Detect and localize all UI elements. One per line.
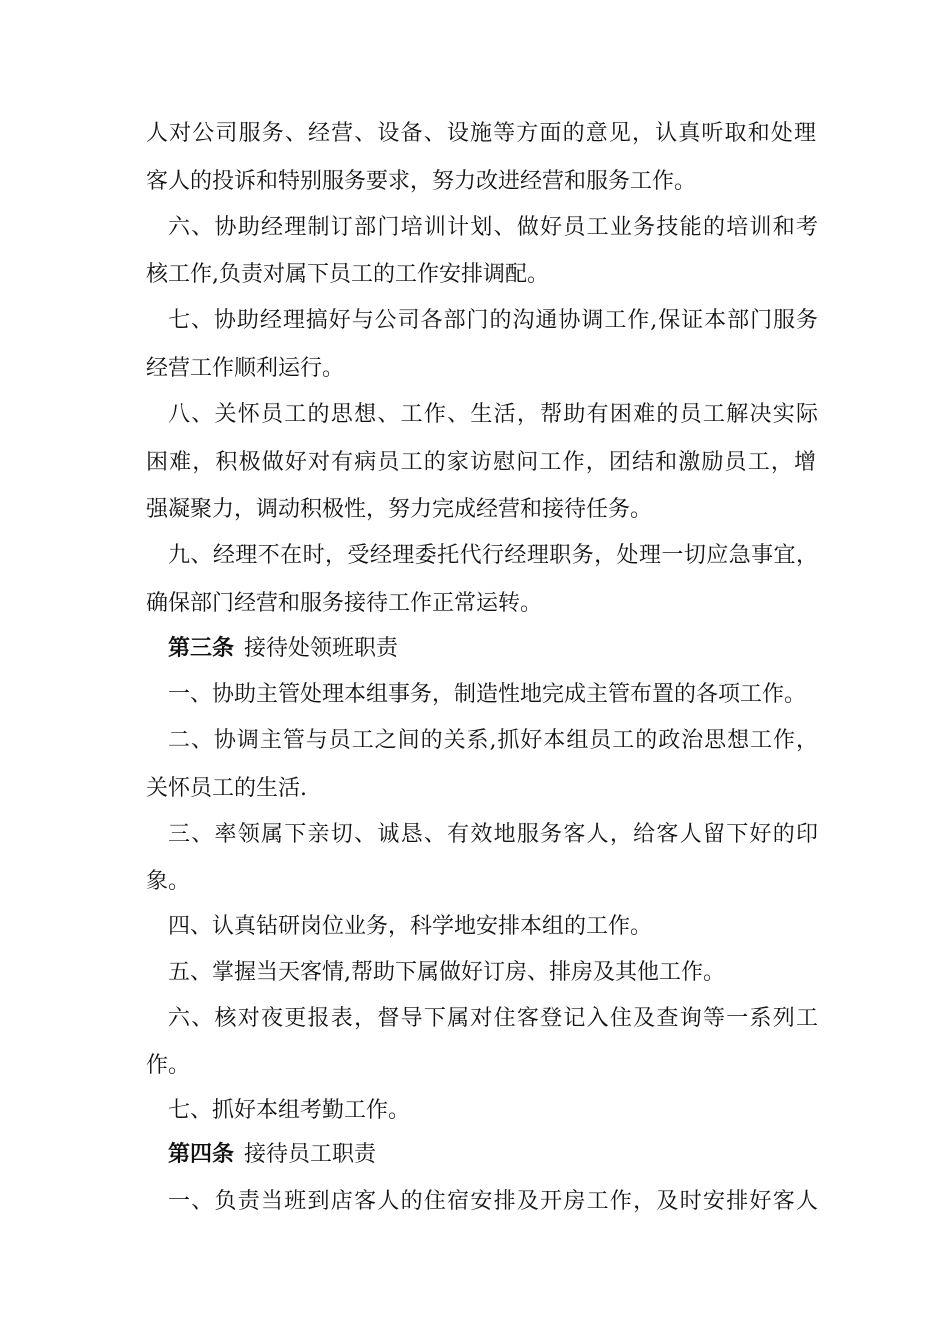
paragraph-line: 二、协调主管与员工之间的关系,抓好本组员工的政治思想工作， bbox=[168, 728, 818, 753]
paragraph-line: 三、率领属下亲切、诚恳、有效地服务客人，给客人留下好的印 bbox=[168, 822, 818, 847]
paragraph-line: 六、协助经理制订部门培训计划、做好员工业务技能的培训和考 bbox=[168, 215, 818, 240]
paragraph-line: 四、认真钻研岗位业务，科学地安排本组的工作。 bbox=[168, 914, 653, 939]
article-4-title: 接待员工职责 bbox=[244, 1142, 377, 1167]
paragraph-line: 人对公司服务、经营、设备、设施等方面的意见，认真听取和处理 bbox=[146, 121, 816, 146]
article-3-label: 第三条 bbox=[168, 636, 235, 661]
paragraph-line: 客人的投诉和特别服务要求，努力改进经营和服务工作。 bbox=[146, 169, 697, 194]
paragraph-line: 困难，积极做好对有病员工的家访慰问工作，团结和激励员工，增 bbox=[146, 450, 816, 475]
article-3-heading bbox=[168, 634, 818, 664]
paragraph-line: 七、协助经理搞好与公司各部门的沟通协调工作,保证本部门服务 bbox=[168, 308, 818, 333]
paragraph-line: 一、负责当班到店客人的住宿安排及开房工作，及时安排好客人 bbox=[168, 1189, 818, 1214]
article-4-label: 第四条 bbox=[168, 1142, 235, 1167]
article-4-heading bbox=[168, 1140, 818, 1170]
paragraph-line: 六、核对夜更报表，督导下属对住客登记入住及查询等一系列工 bbox=[168, 1006, 818, 1031]
paragraph-line: 确保部门经营和服务接待工作正常运转。 bbox=[146, 591, 543, 616]
paragraph-line: 核工作,负责对属下员工的工作安排调配。 bbox=[146, 262, 549, 287]
paragraph-line: 经营工作顺利运行。 bbox=[146, 356, 345, 381]
paragraph-line: 八、关怀员工的思想、工作、生活，帮助有困难的员工解决实际 bbox=[168, 402, 818, 427]
paragraph-line: 七、抓好本组考勤工作。 bbox=[168, 1098, 411, 1123]
paragraph-line: 强凝聚力，调动积极性，努力完成经营和接待任务。 bbox=[146, 497, 653, 522]
paragraph-line: 五、掌握当天客情,帮助下属做好订房、排房及其他工作。 bbox=[168, 960, 725, 985]
paragraph-line: 九、经理不在时，受经理委托代行经理职务，处理一切应急事宜， bbox=[168, 543, 818, 568]
article-3-title: 接待处领班职责 bbox=[244, 636, 399, 661]
paragraph-line: 一、协助主管处理本组事务，制造性地完成主管布置的各项工作。 bbox=[168, 682, 807, 707]
paragraph-line: 作。 bbox=[146, 1053, 191, 1078]
paragraph-line: 关怀员工的生活. bbox=[146, 776, 307, 801]
paragraph-line: 象。 bbox=[146, 869, 191, 894]
